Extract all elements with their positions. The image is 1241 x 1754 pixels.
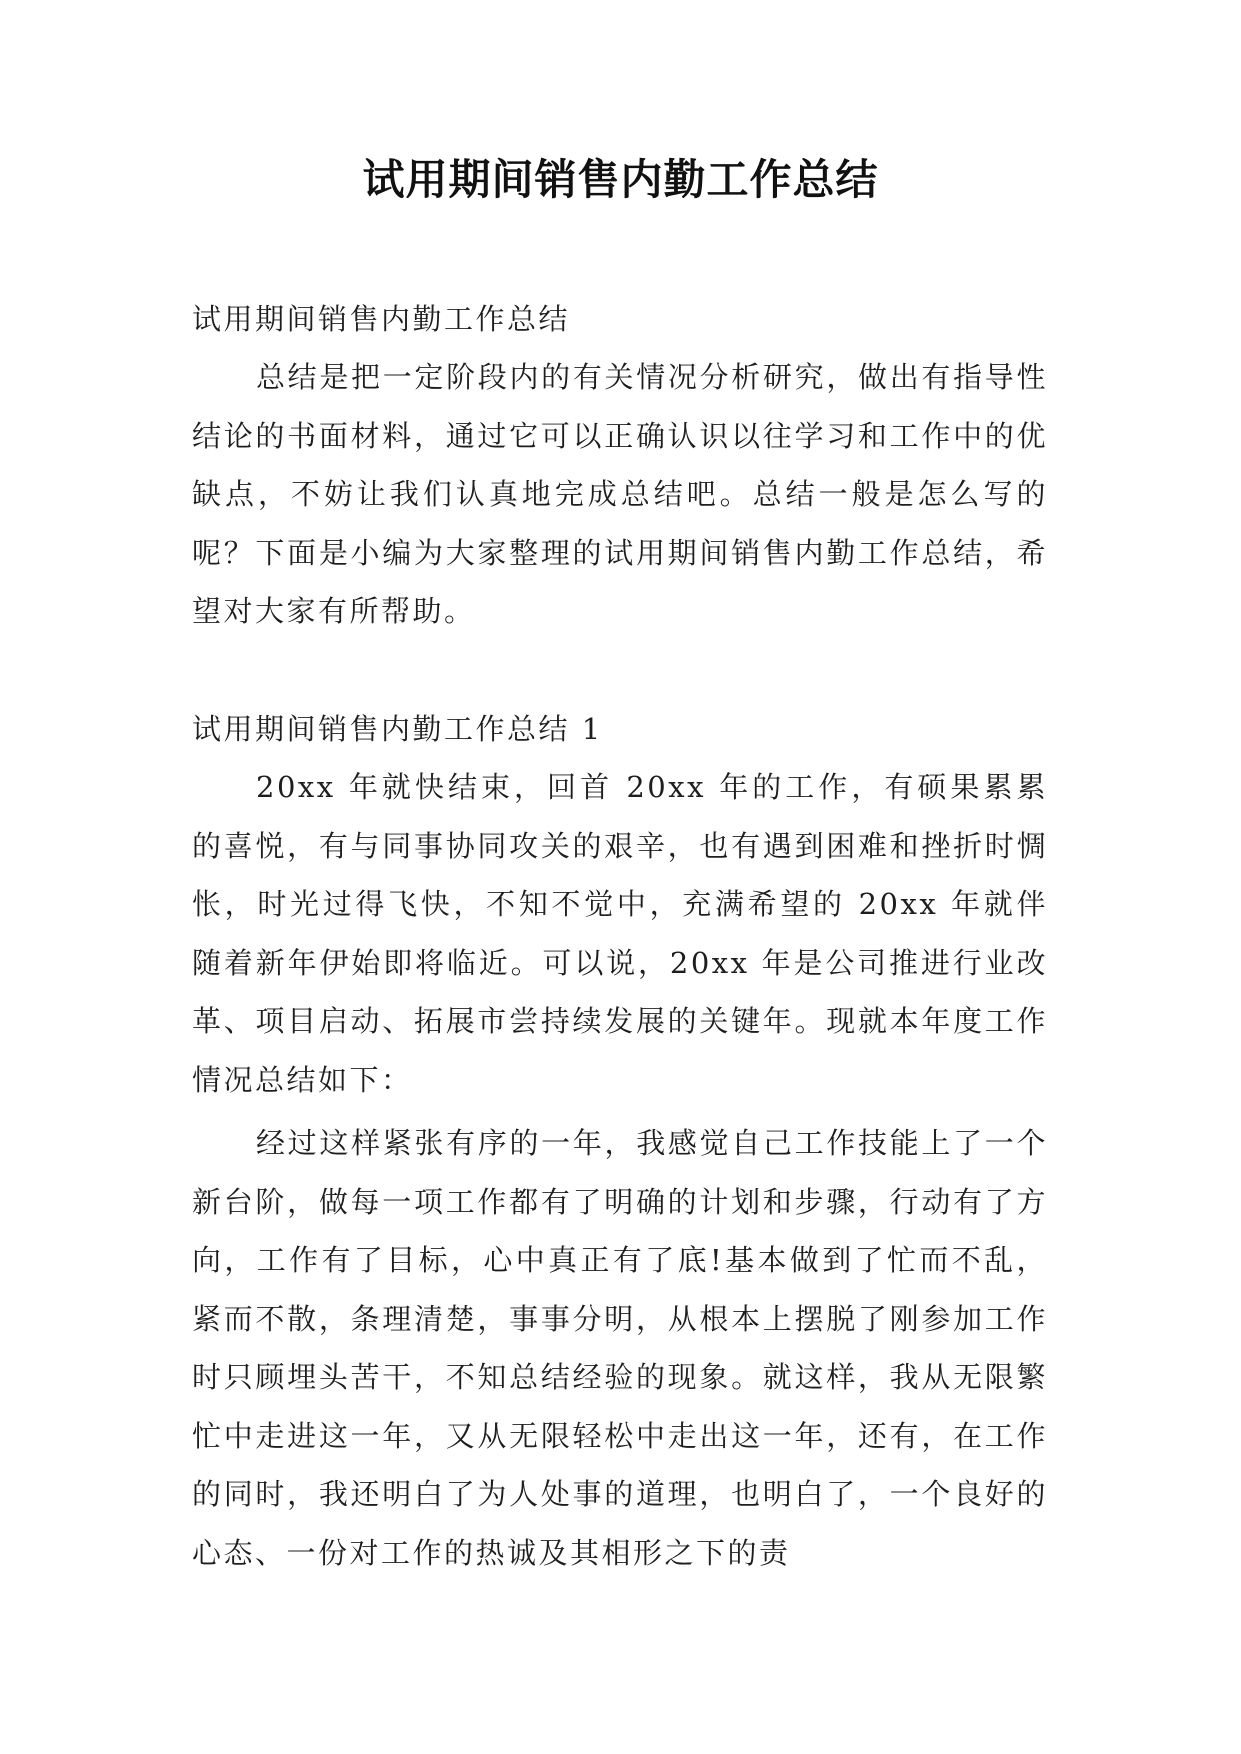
- section-1-heading: 试用期间销售内勤工作总结 1: [192, 712, 603, 746]
- section-1-paragraph-1: 20xx 年就快结束，回首 20xx 年的工作，有硕果累累的喜悦，有与同事协同攻关的艰辛，也有遇到困难和挫折时惆怅，时光过得飞快，不知不觉中，充满希望的 20xx 年就伴随着新年伊始即将临近。可以说，20xx 年是公司推进行业改革、项目启动、拓展市尝持续发展的关键年。现就本年度工作情况总结如下：: [192, 770, 1048, 1097]
- intro-heading: 试用期间销售内勤工作总结: [192, 302, 571, 336]
- intro-paragraph: 总结是把一定阶段内的有关情况分析研究，做出有指导性结论的书面材料，通过它可以正确认识以往学习和工作中的优缺点，不妨让我们认真地完成总结吧。总结一般是怎么写的呢？下面是小编为大家整理的试用期间销售内勤工作总结，希望对大家有所帮助。: [192, 360, 1048, 628]
- document-title: 试用期间销售内勤工作总结: [362, 155, 879, 204]
- section-1-paragraph-2: 经过这样紧张有序的一年，我感觉自己工作技能上了一个新台阶，做每一项工作都有了明确的计划和步骤，行动有了方向，工作有了目标，心中真正有了底!基本做到了忙而不乱，紧而不散，条理清楚，事事分明，从根本上摆脱了刚参加工作时只顾埋头苦干，不知总结经验的现象。就这样，我从无限繁忙中走进这一年，又从无限轻松中走出这一年，还有，在工作的同时，我还明白了为人处事的道理，也明白了，一个良好的心态、一份对工作的热诚及其相形之下的责: [192, 1126, 1048, 1570]
